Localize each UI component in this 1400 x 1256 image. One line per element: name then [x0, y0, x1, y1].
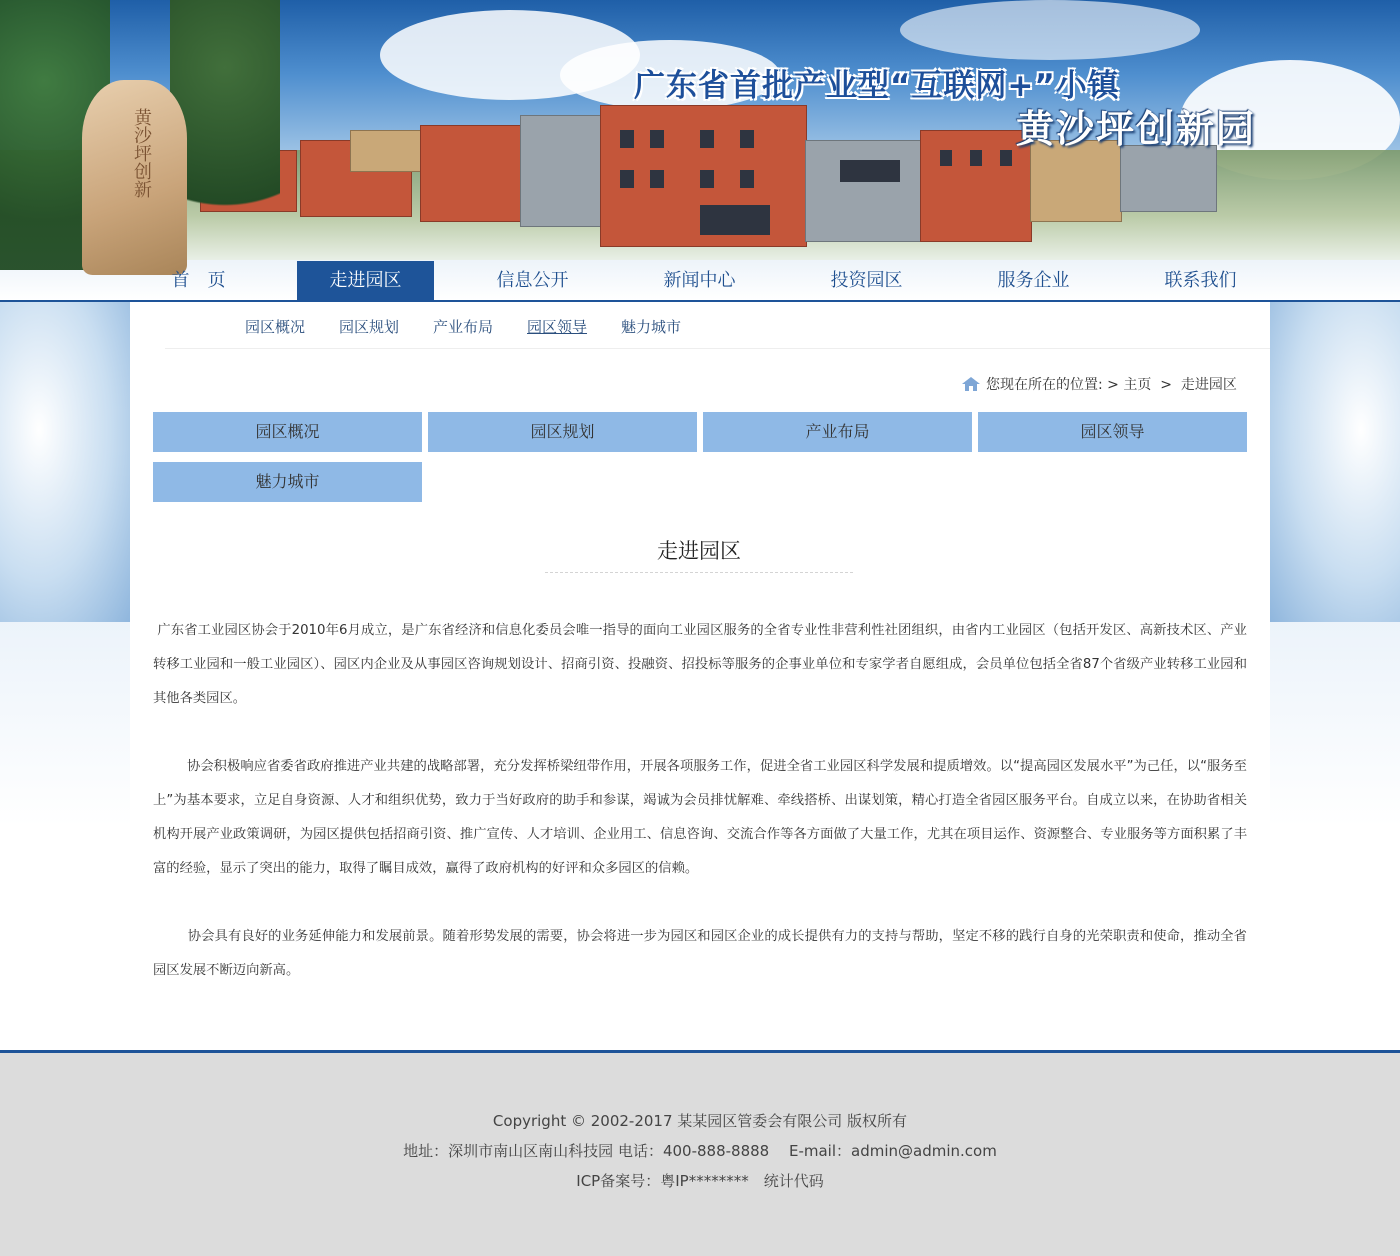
nav-item-contact[interactable]: 联系我们 [1164, 270, 1237, 291]
footer-copyright: Copyright © 2002-2017 某某园区管委会有限公司 版权所有 [492, 1112, 908, 1130]
breadcrumb-home-link[interactable]: 主页 [1123, 377, 1152, 393]
breadcrumb-current[interactable]: 走进园区 [1180, 377, 1237, 393]
tab-overview[interactable]: 园区概况 [153, 412, 422, 452]
page-title: 走进园区 [657, 539, 741, 563]
sub-nav [165, 302, 1270, 349]
nav-item-service[interactable]: 服务企业 [997, 270, 1070, 291]
tab-leaders[interactable]: 园区领导 [978, 412, 1247, 452]
breadcrumb-separator: > [1107, 377, 1119, 393]
nav-item-home[interactable]: 首 页 [171, 270, 226, 291]
outlook-paragraph: 协会具有良好的业务延伸能力和发展前景。随着形势发展的需要，协会将进一步为园区和园区企业的成长提供有力的支持与帮助，坚定不移的践行自身的光荣职责和使命，推动全省园区发展不断迈向新高。 [153, 929, 1247, 978]
header-banner [0, 0, 1400, 300]
tab-planning[interactable]: 园区规划 [428, 412, 697, 452]
home-icon [962, 377, 980, 391]
cloud-decor-right [1270, 302, 1400, 622]
breadcrumb [962, 374, 1237, 394]
banner-title: 广东省首批产业型“互联网+”小镇 [634, 68, 1120, 104]
breadcrumb-separator: > [1160, 377, 1172, 393]
subnav-item-city[interactable]: 魅力城市 [621, 318, 682, 336]
breadcrumb-label: 您现在所在的位置: [986, 377, 1103, 393]
footer-icp[interactable]: ICP备案号：粤IP******** 统计代码 [576, 1172, 824, 1190]
title-divider [545, 572, 853, 573]
intro-paragraph: 广东省工业园区协会于2010年6月成立，是广东省经济和信息化委员会唯一指导的面向工业园区服务的全省专业性非营利性社团组织，由省内工业园区（包括开发区、高新技术区、产业转移工业园和一般工业园区）、园区内企业及从事园区咨询规划设计、招商引资、投融资、招投标等服务的企事业单位和专家学者自愿组成，会员单位包括全省87个省级产业转移工业园和其他各类园区。 [153, 623, 1247, 706]
tab-city[interactable]: 魅力城市 [153, 462, 422, 502]
nav-item-about[interactable]: 走进园区 [297, 261, 434, 300]
nav-item-info[interactable]: 信息公开 [496, 270, 569, 291]
banner-subtitle: 黄沙坪创新园 [1016, 106, 1257, 151]
nav-item-news[interactable]: 新闻中心 [663, 270, 736, 291]
main-nav [0, 261, 1400, 302]
stone-inscription: 黄沙坪创新 [131, 108, 152, 198]
subnav-item-leaders[interactable]: 园区领导 [527, 318, 588, 336]
tab-industry[interactable]: 产业布局 [703, 412, 972, 452]
subnav-item-planning[interactable]: 园区规划 [339, 318, 400, 336]
subnav-item-overview[interactable]: 园区概况 [245, 318, 306, 336]
cloud-decor-left [0, 302, 130, 622]
subnav-item-industry[interactable]: 产业布局 [433, 318, 494, 336]
footer [0, 1050, 1400, 1256]
nav-item-invest[interactable]: 投资园区 [830, 270, 903, 291]
service-paragraph: 协会积极响应省委省政府推进产业共建的战略部署，充分发挥桥梁纽带作用，开展各项服务工作，促进全省工业园区科学发展和提质增效。以“提高园区发展水平”为己任，以“服务至上”为基本要求，立足自身资源、人才和组织优势，致力于当好政府的助手和参谋，竭诚为会员排忧解难、牵线搭桥、出谋划策，精心打造全省园区服务平台。自成立以来，在协助省相关机构开展产业政策调研，为园区提供包括招商引资、推广宣传、人才培训、企业用工、信息咨询、交流合作等各方面做了大量工作，尤其在项目运作、资源整合、专业服务等方面积累了丰富的经验，显示了突出的能力，取得了瞩目成效，赢得了政府机构的好评和众多园区的信赖。 [153, 759, 1247, 876]
footer-address: 地址：深圳市南山区南山科技园 电话：400-888-8888 E-mail：admin@admin.com [403, 1142, 997, 1160]
